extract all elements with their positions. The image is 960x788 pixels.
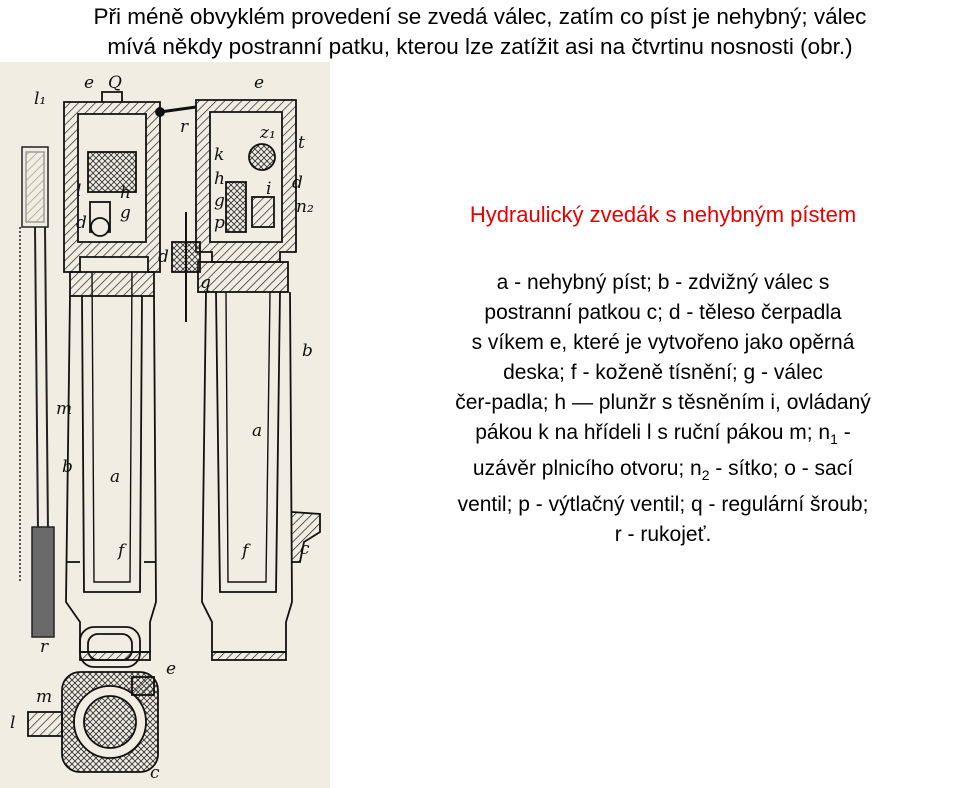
label-m2: m xyxy=(36,687,53,707)
label-a2: a xyxy=(252,421,263,441)
label-c2: c xyxy=(150,763,160,783)
header-text xyxy=(0,0,960,62)
caption-body xyxy=(378,268,948,550)
label-f2: f xyxy=(242,541,249,561)
label-l2: l xyxy=(10,713,16,733)
label-z1: z₁ xyxy=(260,123,276,143)
label-g2: g xyxy=(214,191,225,211)
hydraulic-jack-drawing xyxy=(0,62,330,788)
label-h2: h xyxy=(214,169,225,189)
caption-line: čer-padla; h — plunžr s těsněním i, ovládaný xyxy=(455,391,871,414)
label-b1: b xyxy=(302,341,313,361)
label-k: k xyxy=(214,145,225,165)
label-e1: e xyxy=(84,73,95,93)
caption-line: a - nehybný píst; b - zdvižný válec s xyxy=(496,271,830,294)
caption-line: ventil; p - výtlačný ventil; q - regulární šroub; xyxy=(457,493,869,517)
label-q: q xyxy=(200,273,211,293)
caption-line-7-text: uzávěr plnicího otvoru; n xyxy=(472,457,702,481)
label-d2: d xyxy=(292,173,303,193)
label-b2: b xyxy=(62,457,73,477)
header-line-1: Při méně obvyklém provedení se zvedá válec, zatím co píst je nehybný; válec xyxy=(93,4,867,29)
caption-line xyxy=(378,418,948,454)
label-d3: d xyxy=(158,247,169,267)
label-r: r xyxy=(180,117,189,137)
label-n2: n₂ xyxy=(296,197,314,217)
caption-line: postranní patkou c; d - těleso čerpadla xyxy=(484,301,842,324)
hand-lever-rod xyxy=(20,147,54,637)
left-section-view xyxy=(64,92,160,660)
caption-line-6-tail: - xyxy=(837,421,851,444)
caption-line-7-tail: - sítko; o - sací xyxy=(709,457,854,481)
label-h: h xyxy=(120,183,131,203)
caption-line xyxy=(378,454,948,490)
caption-line: s víkem e, které je vytvořeno jako opěrná xyxy=(471,331,855,354)
label-i: i xyxy=(266,179,272,199)
label-d1: d xyxy=(76,213,87,233)
subscript-1: 1 xyxy=(830,431,838,448)
label-l1: l₁ xyxy=(34,89,47,109)
label-e2: e xyxy=(254,73,265,93)
caption-line-6-text: pákou k na hřídeli l s ruční pákou m; n xyxy=(475,421,831,444)
caption-line: deska; f - koženě tísnění; g - válec xyxy=(503,361,823,384)
label-t: t xyxy=(298,133,305,153)
subscript-2: 2 xyxy=(701,467,710,484)
label-e3: e xyxy=(166,659,177,679)
caption-title: Hydraulický zvedák s nehybným pístem xyxy=(469,202,857,227)
technical-drawing-svg xyxy=(0,62,330,788)
label-f1: f xyxy=(118,541,125,561)
label-m1: m xyxy=(56,399,73,419)
label-Q: Q xyxy=(108,73,122,93)
header-line-2: mívá někdy postranní patku, kterou lze zatížit asi na čtvrtinu nosnosti (obr.) xyxy=(107,34,853,59)
label-r2: r xyxy=(40,637,49,657)
label-a1: a xyxy=(110,467,121,487)
caption-line: r - rukojeť. xyxy=(614,523,712,547)
label-c1: c xyxy=(300,539,310,559)
label-g1: g xyxy=(120,203,131,223)
label-l: l xyxy=(76,181,82,201)
label-p: p xyxy=(214,213,225,233)
